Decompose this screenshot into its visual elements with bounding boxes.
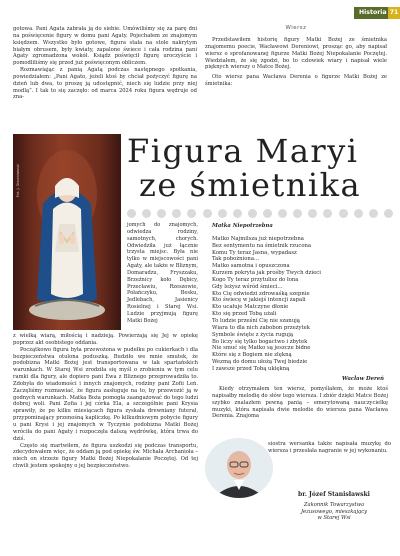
poem-line: To ludzie prześni Cię nie szanują (212, 317, 300, 324)
divider-dot (323, 209, 332, 218)
divider-dot (203, 209, 212, 218)
madonna-statue-illustration (13, 134, 121, 330)
poem-line: Wiara to dla nich zabobon przeżytek (212, 324, 310, 331)
poem-line: Tak pobożniona... (212, 256, 260, 263)
column-mid-upper (127, 222, 198, 325)
author-box (278, 491, 390, 522)
paragraph: Początkowo figura była przewożona w pudełku po cukierkach i dla bezpieczeństwa otulona poduszką. Budziło we mnie smutek, że podobizna Matki Bożej jest transportowana w tak spartańskich warunkach. W Starej Wsi zrodziła się myśl o zrobieniu w tym celu ramki dla figury, ale dopiero pani Ewa z Bliznego przeprowadziła to. Zdobyła do wiadomości i innych znajomych, rodziny pani Zofii Leń. Zaczęliśmy rozmawiać, że figura zasługuje na to, by przewozić ją w godnych warunkach. Matka Boża pomogła zaangażować do tego ludzi dobrej woli. Pani Zofia i jej córka Ela, a szczególnie pani Krysia sprawiły, że po kilku miesiącach figura zyskała drewniany futerał, przypominający przenośną kapliczkę. Po kilkudniowym pobycie figury u pani Krysi i jej znajomych w Tyczynie podobizna Matki Bożej wróciła do pani Agaty i rozpoczęła dalszą wędrówkę, która trwa do dziś. (13, 346, 198, 442)
paragraph: Kiedy otrzymałem ten wiersz, pomyślałem, że może ktoś napisałby melodię do słów tego wiersza. I zbiór dzięki Matce Bożej szybko znalazłem pewną panią – emerytowaną nauczycielkę muzyki, która napisała dwie melodie do wiersza pana Wacława Derenia. Znajoma (212, 386, 388, 420)
poem-author: Wacław Dereń (342, 375, 384, 382)
paragraph: Rozmawiając z panią Agatą podczas następnego spotkania, powiedziałem: „Pani Agato, jeżeli ktoś by chciał pożyczyć figurę na dzień lub dwa, to proszę ją udostępnić, niech się ludzie przy niej modlą”. I tak to się zaczęło: od marca 2024 roku figura wędruje od zna- (13, 67, 197, 101)
paragraph: jomych do znajomych, odwiedza rodziny, samotnych, chorych. Odwiedziła już łącznie trzysta miejsc. Była nie tylko w miejscowości pani Agaty, ale także w Bliznym, Domaradzu, Fryszzaku, Brzeźnicy koło Dębicy, Przecławiu, Rzeszowie, Połańczyku, Besku, Jedlebach, Jasienicy Rosielnej i Starej Wsi. Ludzie przyjmują figurę Matki Bożej (127, 222, 198, 324)
divider-dot (142, 209, 151, 218)
poem-line: Kogo Ty teraz przytulisz do łona (212, 276, 299, 283)
poem-line: Kto świecę w jakiejś intencji zapali (212, 297, 306, 304)
poem-line: Matko samotna i opuszczona (212, 263, 290, 270)
poem-line: Kto ucałuje Matczyne dłonie (212, 304, 289, 311)
poem-line: Gdy leżysz wśród śmieci... (212, 283, 283, 290)
author-role-line: w Starej Wsi (317, 515, 351, 522)
divider-dot (293, 209, 302, 218)
poem-line: Bo liczy się tylko bogactwo i zbytek (212, 338, 308, 345)
poem-title: Matka Niepotrzebna (212, 223, 273, 229)
column-right-bottom (212, 386, 388, 420)
author-portrait-illustration (205, 438, 273, 498)
author-role-line: Zakonnik Towarzystwa (303, 502, 365, 508)
poem-line: Które się z Bogiem nie zlękną (212, 352, 292, 359)
dot-divider (127, 209, 393, 219)
author-role-line: Jezusowego, mieszkający (300, 508, 368, 515)
section-name: Historia (359, 9, 387, 16)
divider-dot (233, 209, 242, 218)
poem-line: I zawsze przed Tobą uklękną (212, 365, 290, 372)
poem (212, 223, 388, 383)
author-photo (205, 438, 273, 498)
poem-line: Kurzem pokryta jak prośby Twych dzieci (212, 270, 321, 277)
column-left-top (13, 26, 197, 101)
paragraph: gotowa. Pani Agata zabrała ją do siebie. Umówiliśmy się za parę dni na poświęcenie figury w domu pani Agaty. Pojechałem ze znajomym księdzem. Wszystko było gotowe, figura stała na stole nakrytym białym obrusem, były kwiaty, zapalone świece i cała rodzina pani Agaty zgromadzona wokół. Ksiądz poświęcił figurę uroczyście i pomodliliśmy się przed już poświęconym obliczem. (13, 26, 197, 67)
divider-dot (354, 209, 363, 218)
author-name: br. Józef Stanisławski (298, 491, 370, 498)
poem-line: Komu Ty teraz Jasna, wypadasz (212, 249, 297, 256)
poem-line: Bez sentymentu na śmietnik rzucona (212, 242, 312, 249)
rubric-heading: Wiersz (285, 25, 307, 31)
paragraph: Oto wiersz pana Wacława Derenia o figurze Matki Bożej ze śmietnika: (205, 74, 387, 88)
column-right-bottom-tail (268, 441, 391, 455)
poem-line: Matko Najmilsza już niepotrzebna (212, 235, 304, 242)
photo-credit: Fot. J. Stanisławski (16, 164, 20, 198)
headline-line-1: Figura Maryi (127, 132, 359, 170)
headline-line-2: ze śmietnika (139, 166, 362, 204)
paragraph: Często się martwiłem, że figura uszkodzi się podczas transportu, zdecydowałem więc, że oddam ją pod opiekę św. Michała Archanioła – niech on strzeże figury Matki Bożej Niepokalanie Poczętej. Od tej chwili jestem spokojny o jej bezpieczeństwo. (13, 442, 198, 470)
divider-dot (127, 209, 136, 218)
poem-line: Kto Cię odwiedzi zdrowaśką szepnie (212, 290, 310, 297)
divider-dot (218, 209, 227, 218)
divider-dot (248, 209, 257, 218)
column-left-bottom (13, 333, 198, 470)
divider-dot (172, 209, 181, 218)
divider-dot (369, 209, 378, 218)
poem-line: Wezmą do domu ułożą Twej biedzie (212, 359, 308, 366)
divider-dot (187, 209, 196, 218)
article-headline (127, 134, 393, 202)
divider-dot (263, 209, 272, 218)
page-number: 71 (388, 7, 400, 19)
paragraph: z wielką wiarą, miłością i nadzieją. Powierzają się Jej w opiekę poprzez akt osobistego oddania. (13, 333, 198, 346)
paragraph: Przedstawiłem historię figury Matki Bożej ze śmietnika znajomemu poecie, Wacławowi Dereniowi, prosząc go, aby napisał wiersz o sprofanowanej figurze Matki Bożej Niepokalanie Poczętej. Wiedziałem, że się zgodzi, bo to człowiek wiary i napisał wiele pięknych wierszy o Matce Bożej. (205, 37, 387, 71)
divider-dot (278, 209, 287, 218)
column-right-top (205, 25, 387, 88)
poem-line: Nie smuć się Matko są jeszcze bidne (212, 345, 311, 352)
divider-dot (339, 209, 348, 218)
divider-dot (384, 209, 393, 218)
madonna-photo (13, 134, 121, 330)
divider-dot (308, 209, 317, 218)
section-tab (354, 7, 400, 19)
poem-line: Symbole święte z życia rugują (212, 331, 294, 338)
poem-line: Kto się przed Tobą użali (212, 311, 277, 318)
divider-dot (157, 209, 166, 218)
paragraph: siostra wersanka także napisała muzykę do wiersza i przesłała nagranie w jej wykonaniu. (268, 441, 391, 454)
